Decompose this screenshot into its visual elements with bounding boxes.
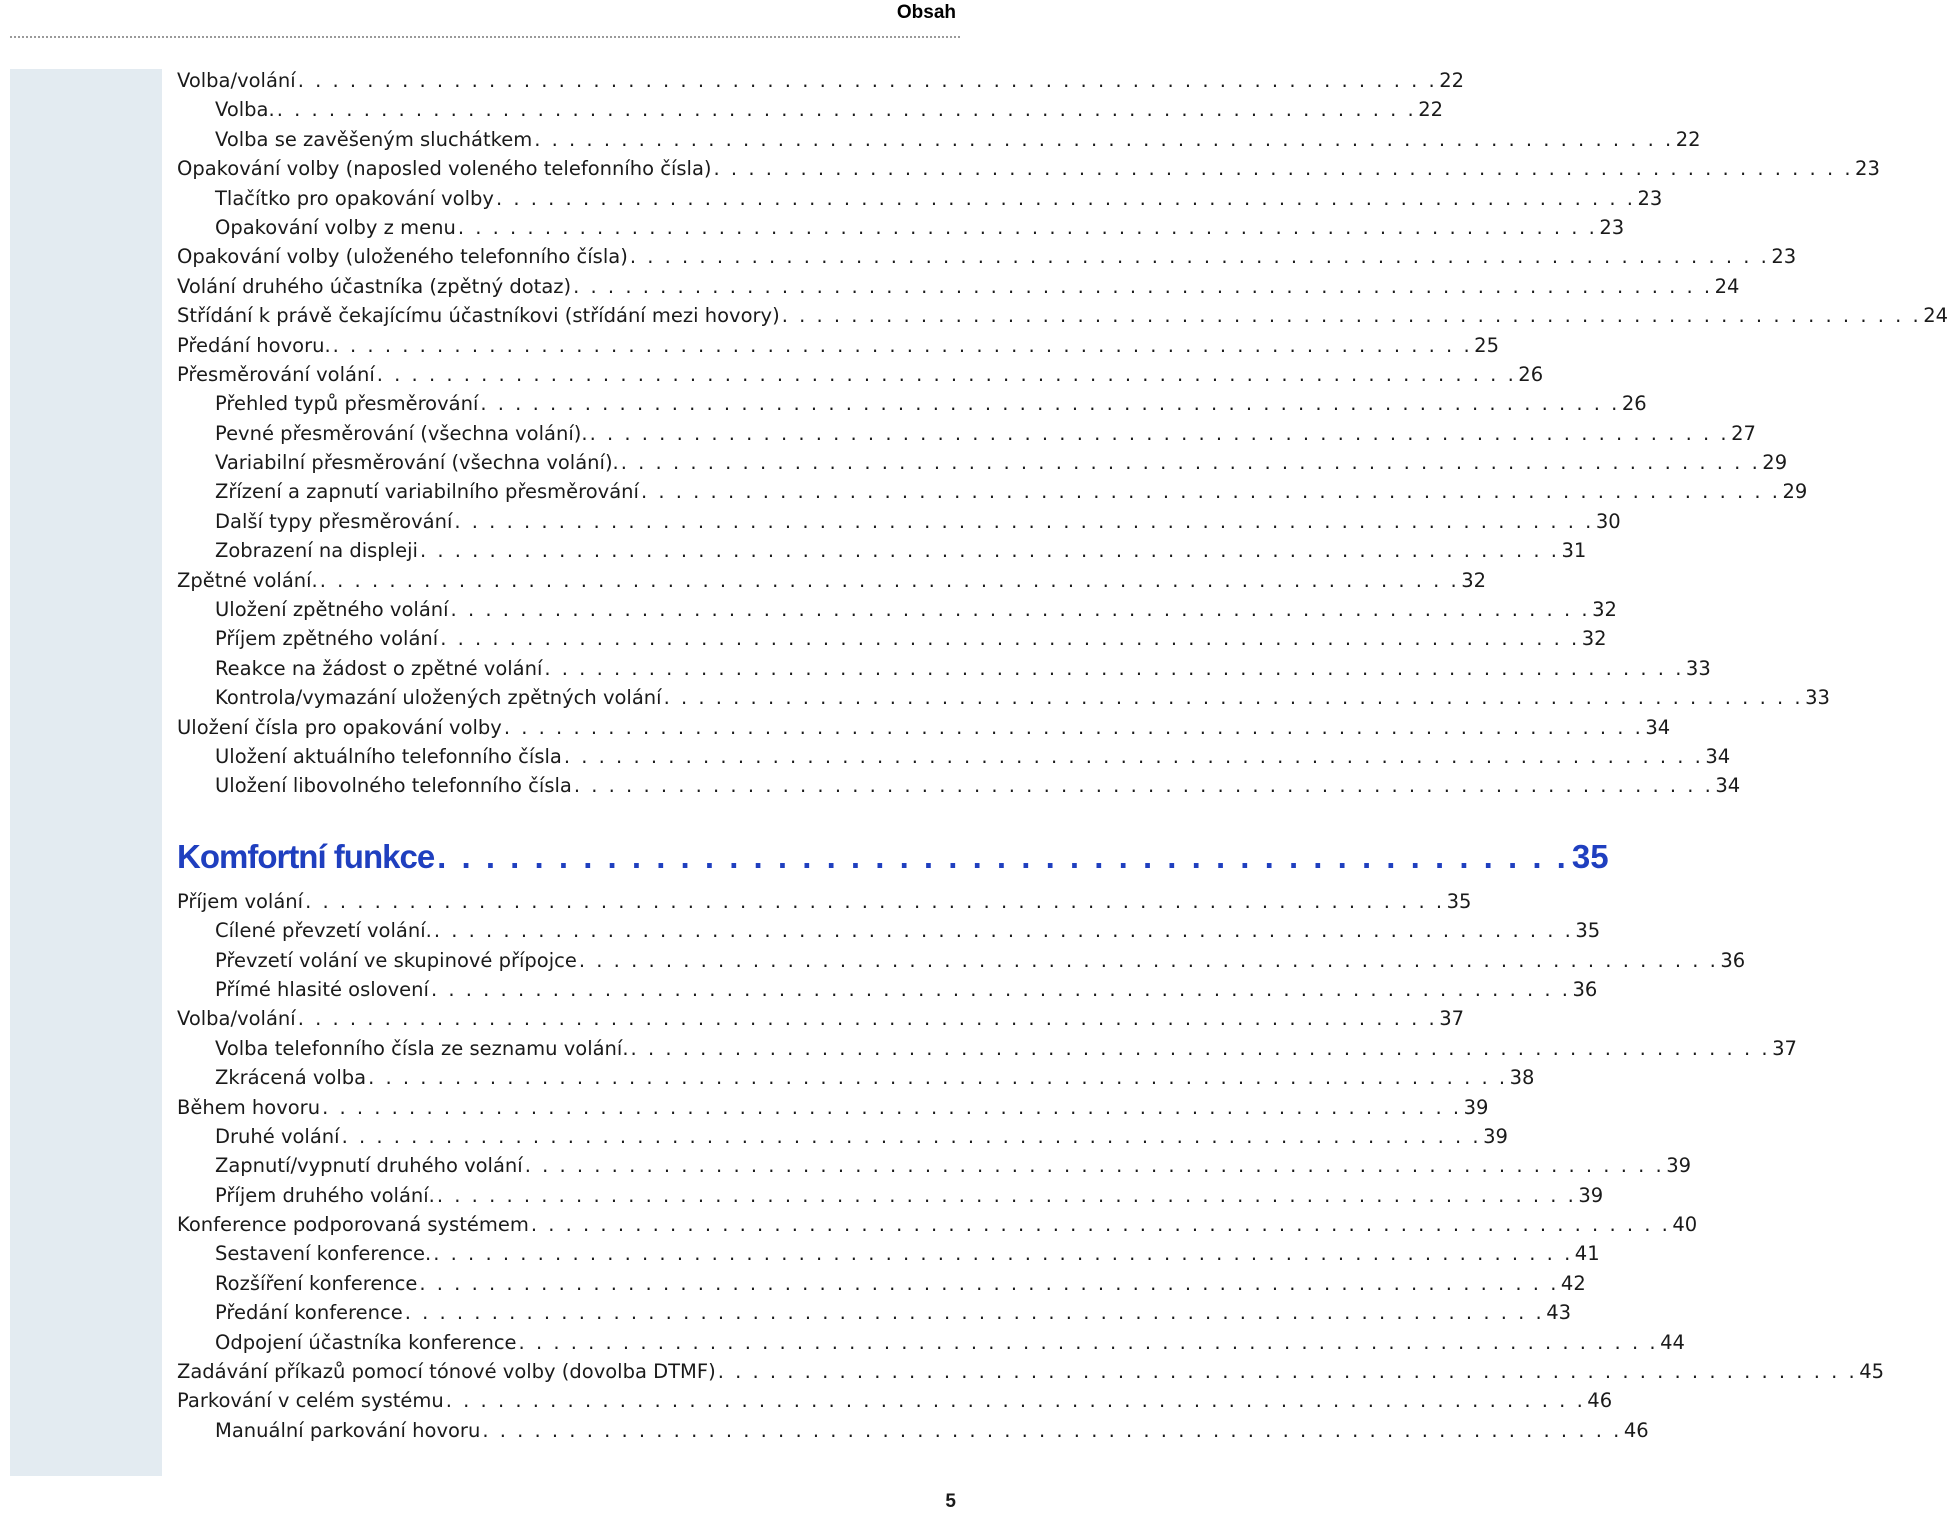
leader-dots: . . . . . . . . . . . . . . . . . . . . . . . . . . . . . . . . . . . . . . . . . . . . . . . . . . . . . . . . . . . . . . . . . . (563, 744, 1704, 768)
toc-entry-page: 22 (1675, 127, 1701, 151)
toc-entry-title: Uložení aktuálního telefonního čísla (215, 744, 562, 768)
section-heading-title: Komfortní funkce (177, 837, 435, 875)
toc-entry-title: Předání konference (215, 1301, 403, 1325)
leader-dots: . . . . . . . . . . . . . . . . . . . . . . . . . . . . . . . . . . . . . . . . . . . . . . . (437, 837, 1569, 875)
toc-entry-title: Rozšíření konference (215, 1271, 418, 1295)
toc-entry-title: Uložení zpětného volání (215, 598, 449, 622)
toc-entry[interactable] (177, 477, 1808, 506)
toc-entry-page: 27 (1731, 421, 1756, 445)
left-margin-panel (10, 69, 162, 1476)
toc-entry[interactable] (177, 184, 1663, 213)
toc-entry-page: 22 (1418, 98, 1444, 122)
toc-entry[interactable] (177, 624, 1607, 653)
toc-entry-page: 32 (1592, 598, 1617, 622)
toc-entry-title: Zřízení a zapnutí variabilního přesměrování (215, 480, 639, 504)
leader-dots: . . . . . . . . . . . . . . . . . . . . . . . . . . . . . . . . . . . . . . . . . . . . . . . . . . . . . . . . . . . . . . . . . . (717, 1360, 1858, 1384)
toc-entry[interactable] (177, 125, 1701, 154)
toc-entry[interactable] (177, 448, 1788, 477)
toc-entry[interactable] (177, 419, 1756, 448)
leader-dots: . . . . . . . . . . . . . . . . . . . . . . . . . . . . . . . . . . . . . . . . . . . . . . . . . . . . . . . . . . . . . . . . . . (419, 1271, 1559, 1295)
toc-entry[interactable] (177, 1181, 1604, 1210)
leader-dots: . . . . . . . . . . . . . . . . . . . . . . . . . . . . . . . . . . . . . . . . . . . . . . . . . . . . . . . . . . . . . . . . . . (305, 889, 1445, 913)
toc-entry[interactable] (177, 1416, 1649, 1445)
leader-dots: . . . . . . . . . . . . . . . . . . . . . . . . . . . . . . . . . . . . . . . . . . . . . . . . . . . . . . . . . . . . . . . . . . (495, 186, 1636, 210)
toc-entry-page: 36 (1572, 977, 1598, 1001)
toc-entry[interactable] (177, 301, 1948, 330)
toc-entry[interactable] (177, 213, 1625, 242)
toc-entry-title: Volba telefonního čísla ze seznamu volání. (215, 1036, 629, 1060)
leader-dots: . . . . . . . . . . . . . . . . . . . . . . . . . . . . . . . . . . . . . . . . . . . . . . . . . . . . . . . . . . . . . . . . . . (297, 1007, 1438, 1031)
toc-entry-page: 32 (1461, 568, 1487, 592)
toc-entry[interactable] (177, 595, 1617, 624)
toc-entry[interactable] (177, 389, 1647, 418)
toc-entry-page: 34 (1645, 715, 1671, 739)
toc-entry[interactable] (177, 916, 1601, 945)
toc-entry-page: 29 (1762, 451, 1788, 475)
toc-entry-title: Reakce na žádost o zpětné volání (215, 656, 543, 680)
section-heading-page: 35 (1571, 837, 1609, 875)
toc-entry-title: Přehled typů přesměrování (215, 392, 479, 416)
toc-entry-title: Uložení libovolného telefonního čísla (215, 774, 572, 798)
toc-entry[interactable] (177, 742, 1731, 771)
toc-entry[interactable] (177, 154, 1880, 183)
toc-entry-title: Variabilní přesměrování (všechna volání). (215, 451, 619, 475)
toc-entry-page: 44 (1660, 1330, 1685, 1354)
toc-entry-title: Manuální parkování hovoru (215, 1418, 481, 1442)
toc-entry-page: 45 (1859, 1360, 1885, 1384)
leader-dots: . . . . . . . . . . . . . . . . . . . . . . . . . . . . . . . . . . . . . . . . . . . . . . . . . . . . . . . . . . . . . . . . . . (376, 362, 1517, 386)
toc-entry-title: Tlačítko pro opakování volby (215, 186, 494, 210)
toc-entry-page: 32 (1581, 627, 1607, 651)
toc-entry[interactable] (177, 331, 1499, 360)
leader-dots: . . . . . . . . . . . . . . . . . . . . . . . . . . . . . . . . . . . . . . . . . . . . . . . . . . . . . . . . . . . . . . . . . . (629, 245, 1770, 269)
toc-entry-page: 46 (1623, 1418, 1649, 1442)
toc-entry-title: Přímé hlasité oslovení (215, 977, 429, 1001)
leader-dots: . . . . . . . . . . . . . . . . . . . . . . . . . . . . . . . . . . . . . . . . . . . . . . . . . . . . . . . . . . . . . . . . . . (663, 686, 1804, 710)
leader-dots: . . . . . . . . . . . . . . . . . . . . . . . . . . . . . . . . . . . . . . . . . . . . . . . . . . . . . . . . . . . . . . . . . . (544, 656, 1684, 680)
toc-entry-title: Uložení čísla pro opakování volby (177, 715, 502, 739)
toc-entry-page: 43 (1546, 1301, 1572, 1325)
toc-entry-page: 26 (1518, 362, 1544, 386)
toc-entry-title: Volání druhého účastníka (zpětný dotaz) (177, 274, 572, 298)
toc-entry-title: Zpětné volání. (177, 568, 318, 592)
leader-dots: . . . . . . . . . . . . . . . . . . . . . . . . . . . . . . . . . . . . . . . . . . . . . . . . . . . . . . . . . . . . . . . . . . (433, 1242, 1573, 1266)
toc-entry[interactable] (177, 1328, 1685, 1357)
toc-entry-title: Příjem volání (177, 889, 304, 913)
leader-dots: . . . . . . . . . . . . . . . . . . . . . . . . . . . . . . . . . . . . . . . . . . . . . . . . . . . . . . . . . . . . . . . . . . (781, 304, 1922, 328)
toc-entry-title: Volba/volání (177, 69, 296, 92)
toc-entry-page: 41 (1574, 1242, 1600, 1266)
toc-entry[interactable] (177, 1269, 1586, 1298)
toc-entry-title: Opakování volby z menu (215, 215, 456, 239)
toc-list-part1 (177, 66, 1948, 801)
leader-dots: . . . . . . . . . . . . . . . . . . . . . . . . . . . . . . . . . . . . . . . . . . . . . . . . . . . . . . . . . . . . . . . . . . (450, 598, 1591, 622)
leader-dots: . . . . . . . . . . . . . . . . . . . . . . . . . . . . . . . . . . . . . . . . . . . . . . . . . . . . . . . . . . . . . . . . . . (440, 627, 1580, 651)
toc-entry-title: Konference podporovaná systémem (177, 1213, 529, 1237)
toc-entry[interactable] (177, 536, 1587, 565)
toc-entry-title: Zadávání příkazů pomocí tónové volby (dovolba DTMF) (177, 1360, 716, 1384)
toc-entry-page: 33 (1685, 656, 1711, 680)
toc-entry-title: Příjem druhého volání. (215, 1183, 435, 1207)
leader-dots: . . . . . . . . . . . . . . . . . . . . . . . . . . . . . . . . . . . . . . . . . . . . . . . . . . . . . . . . . . . . . . . . . . (630, 1036, 1771, 1060)
header-title: Obsah (896, 2, 956, 23)
toc-entry-page: 39 (1463, 1095, 1489, 1119)
toc-entry-page: 37 (1772, 1036, 1797, 1060)
leader-dots: . . . . . . . . . . . . . . . . . . . . . . . . . . . . . . . . . . . . . . . . . . . . . . . . . . . . . . . . . . . . . . . . . . (457, 215, 1598, 239)
toc-entry-page: 30 (1595, 509, 1621, 533)
section-heading[interactable] (177, 837, 1609, 877)
toc-entry[interactable] (177, 272, 1740, 301)
leader-dots: . . . . . . . . . . . . . . . . . . . . . . . . . . . . . . . . . . . . . . . . . . . . . . . . . . . . . . . . . . . . . . . . . . (430, 977, 1571, 1001)
toc-entry-page: 35 (1575, 919, 1601, 943)
leader-dots: . . . . . . . . . . . . . . . . . . . . . . . . . . . . . . . . . . . . . . . . . . . . . . . . . . . . . . . . . . . . . . . . . . (322, 1095, 1462, 1119)
toc-entry-title: Pevné přesměrování (všechna volání). (215, 421, 588, 445)
toc-list-part2 (177, 887, 1885, 1445)
toc-entry[interactable] (177, 360, 1544, 389)
leader-dots: . . . . . . . . . . . . . . . . . . . . . . . . . . . . . . . . . . . . . . . . . . . . . . . . . . . . . . . . . . . . . . . . . . (297, 69, 1438, 92)
toc-entry[interactable] (177, 1151, 1692, 1180)
toc-entry-title: Kontrola/vymazání uložených zpětných volání (215, 686, 662, 710)
leader-dots: . . . . . . . . . . . . . . . . . . . . . . . . . . . . . . . . . . . . . . . . . . . . . . . . . . . . . . . . . . . . . . . . . . (445, 1389, 1586, 1413)
toc-entry-page: 40 (1672, 1213, 1698, 1237)
toc-entry-page: 26 (1621, 392, 1647, 416)
toc-entry[interactable] (177, 566, 1487, 595)
leader-dots: . . . . . . . . . . . . . . . . . . . . . . . . . . . . . . . . . . . . . . . . . . . . . . . . . . . . . . . . . . . . . . . . . . (589, 421, 1730, 445)
leader-dots: . . . . . . . . . . . . . . . . . . . . . . . . . . . . . . . . . . . . . . . . . . . . . . . . . . . . . . . . . . . . . . . . . . (276, 98, 1417, 122)
toc-entry-title: Zapnutí/vypnutí druhého volání (215, 1154, 523, 1178)
toc-entry-page: 24 (1923, 304, 1948, 328)
header-divider (10, 36, 960, 38)
toc-entry-page: 37 (1439, 1007, 1465, 1031)
toc-entry[interactable] (177, 507, 1621, 536)
toc-entry-page: 35 (1446, 889, 1472, 913)
toc-entry-page: 23 (1637, 186, 1663, 210)
toc-entry[interactable] (177, 1034, 1797, 1063)
toc-entry-title: Parkování v celém systému (177, 1389, 444, 1413)
leader-dots: . . . . . . . . . . . . . . . . . . . . . . . . . . . . . . . . . . . . . . . . . . . . . . . . . . . . . . . . . . . . . . . . . . (713, 157, 1854, 181)
leader-dots: . . . . . . . . . . . . . . . . . . . . . . . . . . . . . . . . . . . . . . . . . . . . . . . . . . . . . . . . . . . . . . . . . . (530, 1213, 1671, 1237)
toc-entry-page: 36 (1720, 948, 1746, 972)
toc-entry-page: 34 (1715, 774, 1741, 798)
toc-entry[interactable] (177, 242, 1797, 271)
toc-entry-page: 31 (1561, 539, 1587, 563)
toc-entry-page: 39 (1483, 1124, 1508, 1148)
leader-dots: . . . . . . . . . . . . . . . . . . . . . . . . . . . . . . . . . . . . . . . . . . . . . . . . . . . . . . . . . . . . . . . . . . (419, 539, 1560, 563)
toc-entry[interactable] (177, 1386, 1613, 1415)
toc-entry[interactable] (177, 1298, 1572, 1327)
toc-entry-title: Střídání k právě čekajícímu účastníkovi (střídání mezi hovory) (177, 304, 780, 328)
leader-dots: . . . . . . . . . . . . . . . . . . . . . . . . . . . . . . . . . . . . . . . . . . . . . . . . . . . . . . . . . . . . . . . . . . (524, 1154, 1665, 1178)
toc-entry-title: Opakování volby (naposled voleného telefonního čísla) (177, 157, 712, 181)
toc-entry-title: Volba/volání (177, 1007, 296, 1031)
leader-dots: . . . . . . . . . . . . . . . . . . . . . . . . . . . . . . . . . . . . . . . . . . . . . . . . . . . . . . . . . . . . . . . . . . (433, 919, 1574, 943)
toc-entry-title: Cílené převzetí volání. (215, 919, 432, 943)
toc-entry-title: Volba se zavěšeným sluchátkem (215, 127, 533, 151)
leader-dots: . . . . . . . . . . . . . . . . . . . . . . . . . . . . . . . . . . . . . . . . . . . . . . . . . . . . . . . . . . . . . . . . . . (319, 568, 1460, 592)
toc-entry-title: Volba. (215, 98, 275, 122)
toc-entry[interactable] (177, 946, 1746, 975)
toc-entry-page: 33 (1805, 686, 1830, 710)
toc-entry[interactable] (177, 1239, 1600, 1268)
leader-dots: . . . . . . . . . . . . . . . . . . . . . . . . . . . . . . . . . . . . . . . . . . . . . . . . . . . . . . . . . . . . . . . . . . (578, 948, 1719, 972)
leader-dots: . . . . . . . . . . . . . . . . . . . . . . . . . . . . . . . . . . . . . . . . . . . . . . . . . . . . . . . . . . . . . . . . . . (454, 509, 1594, 533)
toc-entry-page: 46 (1587, 1389, 1613, 1413)
page-number: 5 (945, 1491, 956, 1512)
leader-dots: . . . . . . . . . . . . . . . . . . . . . . . . . . . . . . . . . . . . . . . . . . . . . . . . . . . . . . . . . . . . . . . . . . (620, 451, 1761, 475)
toc-entry[interactable] (177, 771, 1741, 800)
toc-entry[interactable] (177, 1210, 1698, 1239)
toc-entry-title: Během hovoru (177, 1095, 321, 1119)
toc-entry-title: Převzetí volání ve skupinové přípojce (215, 948, 577, 972)
toc-entry-page: 39 (1666, 1154, 1692, 1178)
toc-entry-title: Přesměrování volání (177, 362, 375, 386)
toc-entry-title: Zkrácená volba (215, 1066, 367, 1090)
toc-entry[interactable] (177, 975, 1598, 1004)
toc-entry[interactable] (177, 683, 1830, 712)
toc-entry[interactable] (177, 95, 1444, 124)
leader-dots: . . . . . . . . . . . . . . . . . . . . . . . . . . . . . . . . . . . . . . . . . . . . . . . . . . . . . . . . . . . . . . . . . . (482, 1418, 1622, 1442)
toc-entry-page: 25 (1474, 333, 1499, 357)
leader-dots: . . . . . . . . . . . . . . . . . . . . . . . . . . . . . . . . . . . . . . . . . . . . . . . . . . . . . . . . . . . . . . . . . . (332, 333, 1473, 357)
leader-dots: . . . . . . . . . . . . . . . . . . . . . . . . . . . . . . . . . . . . . . . . . . . . . . . . . . . . . . . . . . . . . . . . . . (436, 1183, 1577, 1207)
leader-dots: . . . . . . . . . . . . . . . . . . . . . . . . . . . . . . . . . . . . . . . . . . . . . . . . . . . . . . . . . . . . . . . . . . (573, 774, 1714, 798)
toc-entry-title: Příjem zpětného volání (215, 627, 439, 651)
toc-entry-page: 22 (1439, 69, 1465, 92)
table-of-contents (177, 66, 1948, 1445)
toc-entry[interactable] (177, 713, 1671, 742)
toc-entry-page: 24 (1714, 274, 1740, 298)
toc-entry-title: Opakování volby (uloženého telefonního čísla) (177, 245, 628, 269)
toc-entry-title: Odpojení účastníka konference (215, 1330, 517, 1354)
toc-entry[interactable] (177, 887, 1472, 916)
toc-entry[interactable] (177, 1004, 1465, 1033)
toc-entry-page: 23 (1855, 157, 1880, 181)
leader-dots: . . . . . . . . . . . . . . . . . . . . . . . . . . . . . . . . . . . . . . . . . . . . . . . . . . . . . . . . . . . . . . . . . . (573, 274, 1713, 298)
toc-entry[interactable] (177, 654, 1711, 683)
toc-entry[interactable] (177, 66, 1465, 95)
leader-dots: . . . . . . . . . . . . . . . . . . . . . . . . . . . . . . . . . . . . . . . . . . . . . . . . . . . . . . . . . . . . . . . . . . (368, 1066, 1508, 1090)
toc-entry-page: 42 (1560, 1271, 1586, 1295)
leader-dots: . . . . . . . . . . . . . . . . . . . . . . . . . . . . . . . . . . . . . . . . . . . . . . . . . . . . . . . . . . . . . . . . . . (534, 127, 1674, 151)
toc-entry-title: Zobrazení na displeji (215, 539, 418, 563)
toc-entry[interactable] (177, 1122, 1508, 1151)
toc-entry[interactable] (177, 1093, 1489, 1122)
leader-dots: . . . . . . . . . . . . . . . . . . . . . . . . . . . . . . . . . . . . . . . . . . . . . . . . . . . . . . . . . . . . . . . . . . (518, 1330, 1659, 1354)
toc-entry[interactable] (177, 1357, 1885, 1386)
toc-entry-page: 23 (1771, 245, 1797, 269)
toc-entry[interactable] (177, 1063, 1535, 1092)
leader-dots: . . . . . . . . . . . . . . . . . . . . . . . . . . . . . . . . . . . . . . . . . . . . . . . . . . . . . . . . . . . . . . . . . . (503, 715, 1644, 739)
leader-dots: . . . . . . . . . . . . . . . . . . . . . . . . . . . . . . . . . . . . . . . . . . . . . . . . . . . . . . . . . . . . . . . . . . (404, 1301, 1545, 1325)
leader-dots: . . . . . . . . . . . . . . . . . . . . . . . . . . . . . . . . . . . . . . . . . . . . . . . . . . . . . . . . . . . . . . . . . . (640, 480, 1781, 504)
leader-dots: . . . . . . . . . . . . . . . . . . . . . . . . . . . . . . . . . . . . . . . . . . . . . . . . . . . . . . . . . . . . . . . . . . (480, 392, 1620, 416)
toc-entry-title: Další typy přesměrování (215, 509, 453, 533)
toc-entry-page: 34 (1705, 744, 1731, 768)
toc-entry-page: 23 (1599, 215, 1625, 239)
toc-entry-page: 29 (1782, 480, 1808, 504)
leader-dots: . . . . . . . . . . . . . . . . . . . . . . . . . . . . . . . . . . . . . . . . . . . . . . . . . . . . . . . . . . . . . . . . . . (341, 1124, 1482, 1148)
toc-entry-title: Druhé volání (215, 1124, 340, 1148)
toc-entry-title: Sestavení konference. (215, 1242, 432, 1266)
toc-entry-title: Předání hovoru. (177, 333, 331, 357)
toc-entry-page: 38 (1509, 1066, 1535, 1090)
toc-entry-page: 39 (1578, 1183, 1604, 1207)
